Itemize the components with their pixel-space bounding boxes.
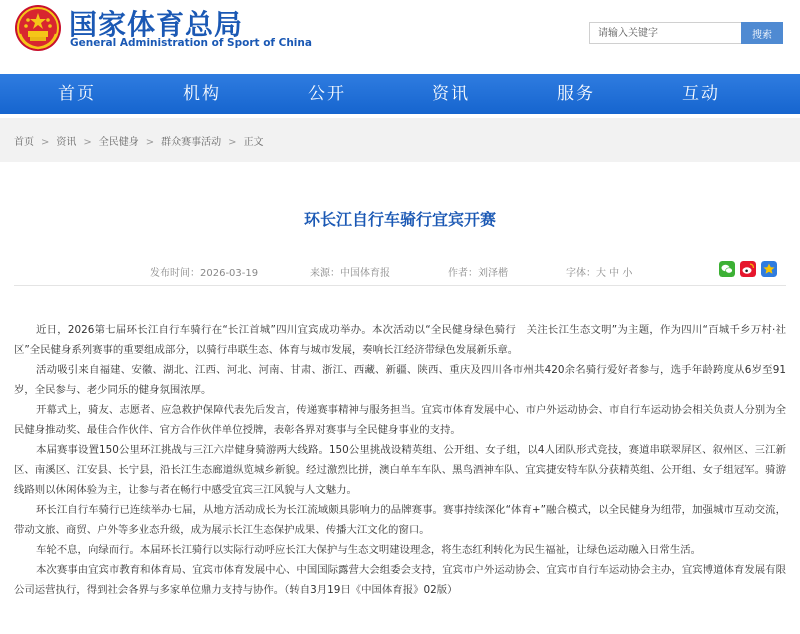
national-emblem-icon[interactable] <box>14 4 62 52</box>
favorite-icon[interactable] <box>761 261 777 277</box>
source-value: 中国体育报 <box>340 268 390 279</box>
article-paragraph: 本届赛事设置150公里环江挑战与三江六岸健身骑游两大线路。150公里挑战设精英组、公开组、女子组，以4人团队形式竞技，赛道串联翠屏区、叙州区、三江新区、南溪区、江安县、长宁县，沿长江生态廊道纵览城乡新貌。经过激烈比拼，澳白单车车队、黑鸟酒神车队、宜宾捷安特车队分获精英组、公开组、女子组冠军。骑游线路则以休闲体验为主，让参与者在畅行中感受宜宾三江风貌与人文魅力。 <box>14 444 786 496</box>
publish-date: 2026-03-19 <box>200 268 259 279</box>
site-subtitle: General Administration of Sport of China <box>70 37 312 49</box>
breadcrumb-fitness[interactable]: 全民健身 <box>98 137 139 148</box>
search-input[interactable] <box>589 22 741 44</box>
breadcrumb <box>0 118 800 162</box>
breadcrumb-home[interactable]: 首页 <box>14 137 34 148</box>
search-box <box>589 22 783 44</box>
weibo-icon[interactable] <box>740 261 756 277</box>
article-title: 环长江自行车骑行宜宾开赛 <box>303 210 496 229</box>
nav-item-organization[interactable]: 机构 <box>183 84 221 104</box>
article-author <box>448 264 508 279</box>
breadcrumb-separator: > <box>145 137 155 148</box>
breadcrumb-separator: > <box>83 137 92 148</box>
meta-divider <box>14 285 786 286</box>
breadcrumb-current: 正文 <box>243 137 264 148</box>
nav-item-news[interactable]: 资讯 <box>432 84 470 104</box>
site-header <box>0 0 800 72</box>
source-label: 来源： <box>310 268 340 279</box>
main-nav <box>0 74 800 114</box>
wechat-icon[interactable] <box>719 261 735 277</box>
article-paragraph: 近日，2026第七届环长江自行车骑行在“长江首城”四川宜宾成功举办。本次活动以“全民健身绿色骑行 关注长江生态文明”为主题，作为四川“百城千乡万村·社区”全民健身系列赛事的重要组成部分，以骑行串联生态、体育与城市发展，奏响长江经济带绿色发展新乐章。 <box>14 324 786 356</box>
nav-item-interaction[interactable]: 互动 <box>682 84 720 104</box>
font-size-options[interactable]: 大 中 小 <box>596 268 633 279</box>
font-size-control <box>566 264 632 279</box>
author-value: 刘泽楷 <box>478 268 508 279</box>
site-title[interactable]: 国家体育总局 <box>69 8 244 41</box>
breadcrumb-events[interactable]: 群众赛事活动 <box>161 137 222 148</box>
nav-item-public[interactable]: 公开 <box>308 84 346 104</box>
breadcrumb-separator: > <box>228 137 237 148</box>
breadcrumb-news[interactable]: 资讯 <box>56 137 77 148</box>
author-label: 作者： <box>448 268 478 279</box>
breadcrumb-separator: > <box>41 137 50 148</box>
article-paragraph: 开幕式上，骑友、志愿者、应急救护保障代表先后发言，传递赛事精神与服务担当。宜宾市体育发展中心、市户外运动协会、市自行车运动协会相关负责人分别为全民健身推动奖、最佳合作伙伴、官方合作伙伴单位授牌，表彰各界对赛事与全民健身事业的支持。 <box>14 404 786 436</box>
font-label: 字体： <box>566 268 596 279</box>
article-paragraph: 环长江自行车骑行已连续举办七届，从地方活动成长为长江流域颇具影响力的品牌赛事。赛事持续深化“体育+”融合模式，以全民健身为纽带，加强城市互动交流，带动文旅、商贸、户外等多业态升级，成为展示长江生态保护成果、传播大江文化的窗口。 <box>14 504 786 536</box>
article-body <box>14 320 786 600</box>
nav-item-services[interactable]: 服务 <box>557 84 595 104</box>
search-button[interactable]: 搜索 <box>741 22 783 44</box>
publish-time <box>150 264 258 279</box>
publish-label: 发布时间： <box>150 268 200 279</box>
article-source <box>310 264 390 279</box>
nav-item-home[interactable]: 首页 <box>58 84 96 104</box>
article-paragraph: 活动吸引来自福建、安徽、湖北、江西、河北、河南、甘肃、浙江、西藏、新疆、陕西、重庆及四川各市州共420余名骑行爱好者参与，选手年龄跨度从6岁至91岁，全民参与、老少同乐的健身氛围浓厚。 <box>14 364 786 396</box>
article-paragraph: 车轮不息，向绿而行。本届环长江骑行以实际行动呼应长江大保护与生态文明建设理念，将生态红利转化为民生福祉，让绿色运动融入日常生活。 <box>36 544 701 556</box>
article-paragraph: 本次赛事由宜宾市教育和体育局、宜宾市体育发展中心、中国国际露营大会组委会支持，宜宾市户外运动协会、宜宾市自行车运动协会主办，宜宾博道体育发展有限公司运营执行，得到社会各界与多家单位鼎力支持与协作。（转自3月19日《中国体育报》02版） <box>14 564 786 596</box>
